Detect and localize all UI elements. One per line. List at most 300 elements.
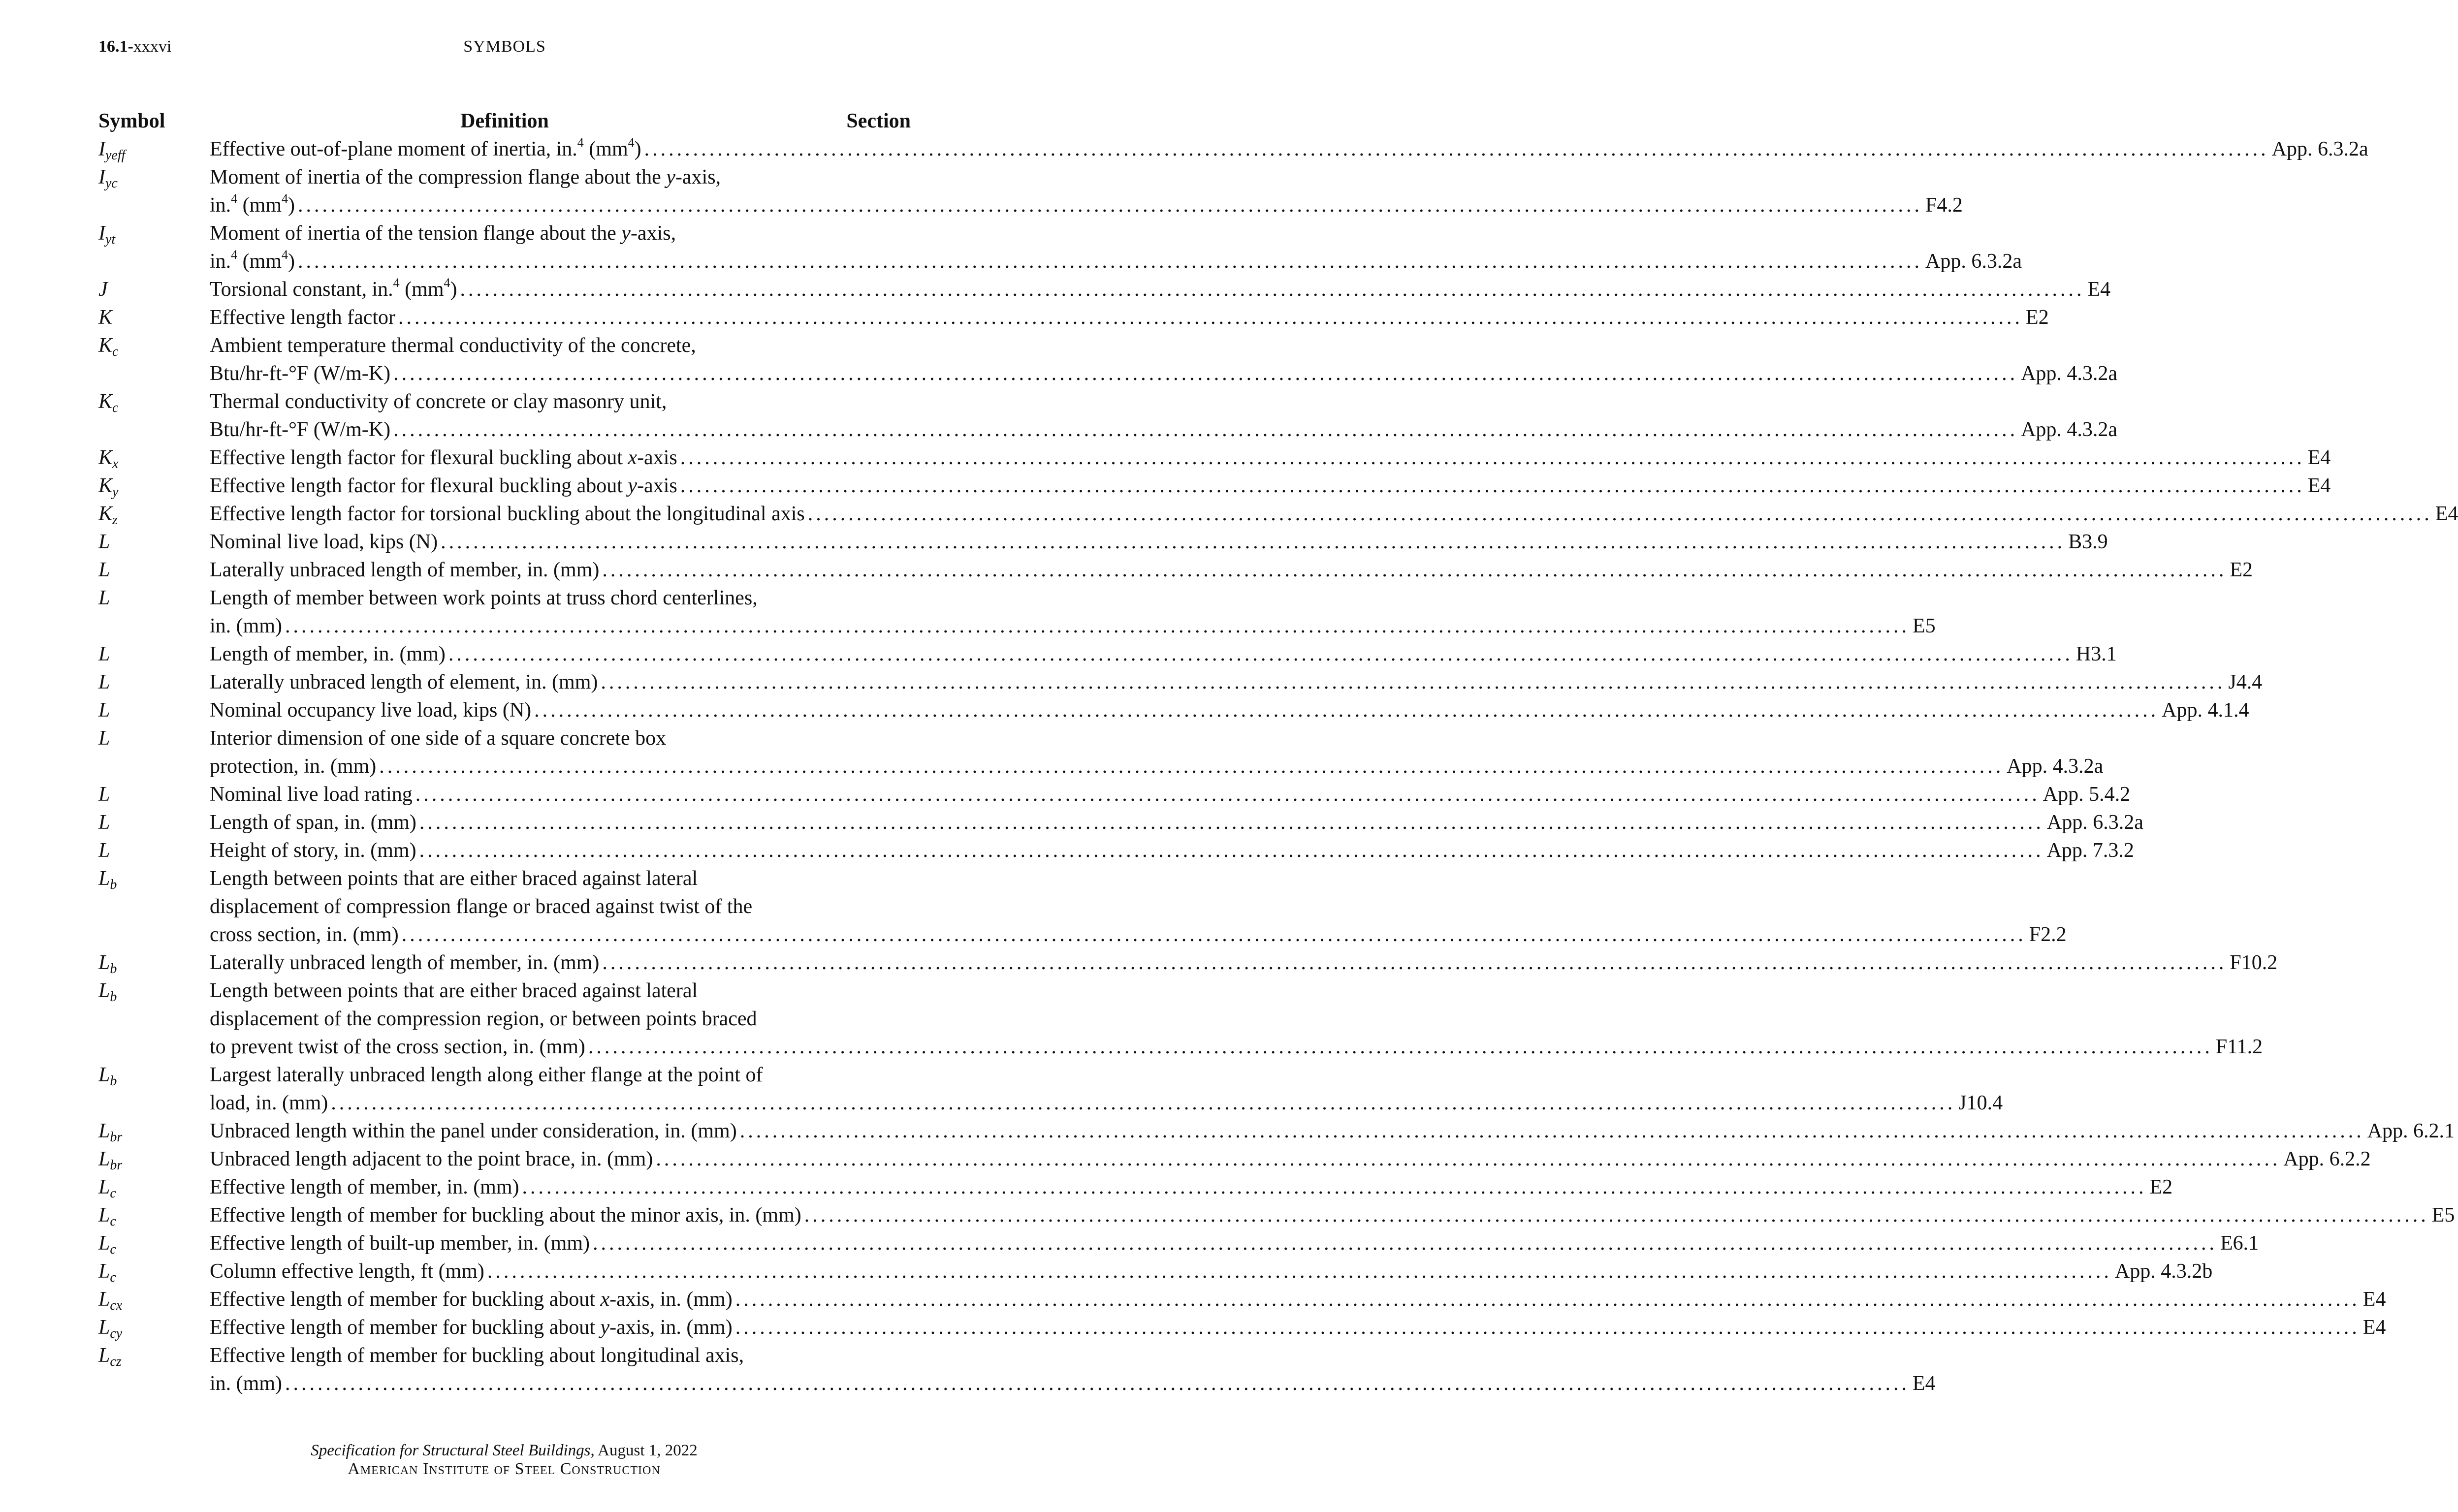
symbol-entry — [98, 332, 2118, 388]
section-reference: B3.9 — [2068, 531, 2108, 553]
dot-leader: ........................................................................................................................................................................................................ — [739, 1120, 2364, 1142]
section-reference: App. 4.3.2a — [2007, 755, 2104, 778]
symbol-base: K — [98, 503, 113, 525]
section-reference: E4 — [2362, 1316, 2386, 1339]
symbol-entry — [98, 724, 2104, 781]
definition-text: Unbraced length adjacent to the point brace, in. (mm) — [210, 1148, 653, 1170]
definition-text: Nominal occupancy live load, kips (N) — [210, 699, 532, 722]
symbol-subscript: b — [110, 989, 117, 1005]
symbol-base: L — [98, 699, 110, 722]
dot-leader: ........................................................................................................................................................................................................ — [379, 755, 2004, 778]
symbol-base: I — [98, 222, 105, 245]
section-reference: H3.1 — [2075, 643, 2117, 665]
symbol — [98, 865, 117, 893]
definition-line — [210, 837, 2134, 865]
section-reference: App. 6.3.2a — [1925, 250, 2022, 273]
symbol-base: L — [98, 587, 110, 609]
symbol-base: J — [98, 278, 108, 301]
symbol-entry — [98, 977, 2263, 1061]
dot-leader: ........................................................................................................................................................................................................ — [807, 503, 2432, 525]
definition-line — [210, 696, 2249, 724]
definition-text: cross section, in. (mm) — [210, 923, 399, 946]
definition-text: Unbraced length within the panel under consideration, in. (mm) — [210, 1120, 737, 1142]
section-reference: App. 6.3.2a — [2271, 138, 2368, 160]
definition-text: Length of member, in. (mm) — [210, 643, 446, 665]
dot-leader: ........................................................................................................................................................................................................ — [534, 699, 2159, 722]
definition-line — [210, 556, 2253, 584]
definition-text: Btu/hr-ft-°F (W/m-K) — [210, 362, 391, 385]
symbol — [98, 1201, 116, 1229]
symbol-base: K — [98, 306, 113, 329]
definition-line — [210, 332, 911, 360]
definition-line — [210, 1201, 2455, 1229]
section-reference: J10.4 — [1958, 1092, 2003, 1114]
symbol-base: I — [98, 166, 105, 189]
definition-line — [210, 724, 911, 753]
definition-line — [210, 1229, 2259, 1258]
symbol — [98, 304, 112, 332]
section-reference: E4 — [2307, 446, 2331, 469]
symbol-entry — [98, 1342, 1936, 1398]
definition-line — [210, 191, 1963, 220]
definition-line — [210, 1061, 911, 1089]
symbol-base: L — [98, 1232, 110, 1255]
definition-text: Effective length factor for flexural buckling about x-axis — [210, 446, 677, 469]
definition-line — [210, 304, 2049, 332]
symbol-entry — [98, 304, 2049, 332]
symbol-base: L — [98, 783, 110, 806]
symbol-entry — [98, 640, 2117, 668]
definition-line — [210, 1286, 2386, 1314]
definition-text: load, in. (mm) — [210, 1092, 328, 1114]
symbol-entry — [98, 220, 2022, 276]
definition — [210, 1314, 2386, 1342]
definition — [210, 135, 2368, 163]
symbol-entry — [98, 1173, 2173, 1201]
symbol — [98, 1314, 122, 1342]
definition-text: Largest laterally unbraced length along either flange at the point of — [210, 1064, 763, 1086]
definition-line — [210, 1314, 2386, 1342]
symbol-entry — [98, 1117, 2455, 1145]
symbol-entry — [98, 1061, 2003, 1117]
symbol-subscript: yc — [105, 176, 118, 191]
symbol-base: L — [98, 1316, 110, 1339]
definition-line — [210, 921, 2067, 949]
dot-leader: ........................................................................................................................................................................................................ — [285, 1372, 1910, 1395]
symbol-entry — [98, 809, 2143, 837]
definition-text: Effective length factor for torsional buckling about the longitudinal axis — [210, 503, 805, 525]
superscript: 4 — [628, 135, 635, 150]
symbol-entry — [98, 949, 2278, 977]
section-reference: App. 5.4.2 — [2043, 783, 2131, 806]
dot-leader: ........................................................................................................................................................................................................ — [487, 1260, 2112, 1283]
italic-variable: y — [666, 166, 675, 189]
symbol-base: K — [98, 334, 113, 357]
symbol-subscript: b — [110, 1073, 117, 1089]
definition — [210, 640, 2117, 668]
symbol-entry — [98, 163, 1963, 220]
symbol — [98, 388, 118, 416]
symbol — [98, 781, 110, 809]
dot-leader: ........................................................................................................................................................................................................ — [522, 1176, 2147, 1198]
symbol-entry — [98, 1258, 2213, 1286]
symbol-subscript: cy — [110, 1326, 123, 1341]
symbol-entry — [98, 584, 1936, 640]
symbol-base: L — [98, 727, 110, 750]
section-reference: App. 4.3.2b — [2114, 1260, 2213, 1283]
definition-line — [210, 949, 2278, 977]
symbol-column-header: Symbol — [98, 110, 165, 132]
definition-line — [210, 444, 2331, 472]
dot-leader: ........................................................................................................................................................................................................ — [298, 250, 1922, 273]
symbol-base: L — [98, 643, 110, 665]
symbol-entry — [98, 556, 2253, 584]
dot-leader: ........................................................................................................................................................................................................ — [393, 418, 2018, 441]
symbol-subscript: cx — [110, 1298, 123, 1313]
definition — [210, 163, 1963, 220]
definition-text: Effective length of member for buckling about y-axis, in. (mm) — [210, 1316, 733, 1339]
symbol — [98, 556, 110, 584]
symbol — [98, 668, 110, 696]
symbol-base: I — [98, 138, 105, 160]
symbol — [98, 1145, 122, 1173]
footer-publication — [0, 1441, 1008, 1460]
dot-leader: ........................................................................................................................................................................................................ — [656, 1148, 2281, 1170]
symbol — [98, 724, 110, 753]
symbol-subscript: c — [110, 1270, 116, 1285]
definition — [210, 584, 1936, 640]
dot-leader: ........................................................................................................................................................................................................ — [285, 615, 1910, 637]
dot-leader: ........................................................................................................................................................................................................ — [588, 1036, 2213, 1058]
symbol — [98, 528, 110, 556]
dot-leader: ........................................................................................................................................................................................................ — [415, 783, 2040, 806]
section-reference: F2.2 — [2029, 923, 2067, 946]
symbol — [98, 977, 117, 1005]
dot-leader: ........................................................................................................................................................................................................ — [441, 531, 2066, 553]
symbol — [98, 163, 118, 191]
footer-organization: American Institute of Steel Construction — [348, 1460, 661, 1478]
symbol-subscript: cz — [110, 1354, 122, 1369]
symbol — [98, 276, 108, 304]
symbol-subscript: br — [110, 1158, 123, 1173]
symbol-subscript: y — [112, 484, 119, 500]
definition — [210, 668, 2263, 696]
section-reference: F11.2 — [2215, 1036, 2263, 1058]
footer-date: , August 1, 2022 — [590, 1442, 698, 1459]
symbol — [98, 1258, 116, 1286]
definition-text: Moment of inertia of the compression flange about the y-axis, — [210, 166, 721, 189]
symbol — [98, 1117, 122, 1145]
section-reference: App. 4.3.2a — [2021, 418, 2118, 441]
italic-variable: x — [628, 446, 638, 469]
symbol-entry — [98, 528, 2108, 556]
definition-line — [210, 1145, 2371, 1173]
section-reference: F4.2 — [1925, 194, 1963, 217]
definition — [210, 1286, 2386, 1314]
symbol — [98, 1173, 116, 1201]
definition-line — [210, 388, 911, 416]
definition — [210, 332, 2118, 388]
symbol-base: L — [98, 1176, 110, 1198]
definition — [210, 388, 2118, 444]
definition-text: Laterally unbraced length of member, in. (mm) — [210, 559, 600, 581]
symbol — [98, 332, 118, 360]
symbol-subscript: yt — [105, 232, 116, 247]
superscript: 4 — [282, 191, 288, 206]
definition-line — [210, 1173, 2173, 1201]
italic-variable: y — [600, 1316, 610, 1339]
symbol-base: K — [98, 390, 113, 413]
definition-line — [210, 416, 2118, 444]
symbol — [98, 696, 110, 724]
page-footer — [0, 1441, 1008, 1479]
symbol-base: L — [98, 1344, 110, 1367]
symbol — [98, 584, 110, 612]
dot-leader: ........................................................................................................................................................................................................ — [460, 278, 2085, 301]
dot-leader: ........................................................................................................................................................................................................ — [419, 839, 2044, 862]
definition-text: Effective length of member for buckling about longitudinal axis, — [210, 1344, 744, 1367]
definition-text: Effective length of member, in. (mm) — [210, 1176, 519, 1198]
symbol-entry — [98, 472, 2331, 500]
symbol-entry — [98, 276, 2111, 304]
definition — [210, 977, 2263, 1061]
symbol-entry — [98, 781, 2131, 809]
definition — [210, 444, 2331, 472]
definition-line — [210, 220, 911, 248]
section-reference: App. 6.2.2 — [2283, 1148, 2371, 1170]
symbol-entry — [98, 668, 2263, 696]
section-reference: E4 — [2435, 503, 2458, 525]
section-reference: E6.1 — [2220, 1232, 2259, 1255]
symbol-entry — [98, 837, 2134, 865]
superscript: 4 — [282, 248, 288, 262]
definition-line — [210, 360, 2118, 388]
definition-line — [210, 781, 2131, 809]
definition-line — [210, 893, 911, 921]
symbol-entry — [98, 1314, 2386, 1342]
dot-leader: ........................................................................................................................................................................................................ — [419, 811, 2044, 834]
dot-leader: ........................................................................................................................................................................................................ — [401, 923, 2026, 946]
superscript: 4 — [444, 276, 450, 290]
definition-text: Btu/hr-ft-°F (W/m-K) — [210, 418, 391, 441]
dot-leader: ........................................................................................................................................................................................................ — [804, 1204, 2429, 1227]
dot-leader: ........................................................................................................................................................................................................ — [735, 1288, 2360, 1311]
symbol — [98, 1061, 117, 1089]
definition-text: Column effective length, ft (mm) — [210, 1260, 484, 1283]
section-reference: J4.4 — [2228, 671, 2263, 693]
section-column-header: Section — [846, 110, 911, 132]
dot-leader: ........................................................................................................................................................................................................ — [331, 1092, 1956, 1114]
symbol — [98, 135, 125, 163]
definition-text: Length between points that are either braced against lateral — [210, 867, 698, 890]
dot-leader: ........................................................................................................................................................................................................ — [298, 194, 1922, 217]
symbol-subscript: c — [112, 344, 119, 359]
definition — [210, 556, 2253, 584]
symbol-subscript: br — [110, 1130, 123, 1145]
definition — [210, 1173, 2173, 1201]
definition-line — [210, 276, 2111, 304]
definition-line — [210, 500, 2458, 528]
symbol-base: L — [98, 1120, 110, 1142]
definition-line — [210, 1005, 911, 1033]
symbol — [98, 1229, 116, 1258]
definition-column-header: Definition — [460, 110, 549, 132]
definition-line — [210, 163, 911, 191]
definition — [210, 500, 2458, 528]
definition-text: in.$^4$ $(mm^4)$ — [210, 248, 295, 273]
symbol-base: L — [98, 951, 110, 974]
symbol-entry — [98, 696, 2249, 724]
definition — [210, 724, 2104, 781]
definition-text: Height of story, in. (mm) — [210, 839, 416, 862]
symbol-base: L — [98, 1260, 110, 1283]
definition-text: in.$^4$ $(mm^4)$ — [210, 191, 295, 217]
italic-variable: y — [628, 474, 638, 497]
dot-leader: ........................................................................................................................................................................................................ — [680, 474, 2305, 497]
symbol — [98, 837, 110, 865]
symbol — [98, 472, 118, 500]
symbol-subscript: b — [110, 961, 117, 976]
definition — [210, 781, 2131, 809]
definition-text: Effective length of member for buckling about the minor axis, in. (mm) — [210, 1204, 801, 1227]
symbol-entry — [98, 444, 2331, 472]
symbol-subscript: b — [110, 877, 117, 892]
definition-text: Moment of inertia of the tension flange about the y-axis, — [210, 222, 676, 245]
italic-variable: y — [621, 222, 631, 245]
dot-leader: ........................................................................................................................................................................................................ — [602, 951, 2227, 974]
symbol-entry — [98, 388, 2118, 444]
symbol-base: L — [98, 839, 110, 862]
definition — [210, 865, 2067, 949]
symbol-base: L — [98, 1064, 110, 1086]
definition-line — [210, 1342, 911, 1370]
section-reference: E4 — [2087, 278, 2111, 301]
dot-leader: ........................................................................................................................................................................................................ — [593, 1232, 2217, 1255]
symbol — [98, 444, 118, 472]
dot-leader: ........................................................................................................................................................................................................ — [601, 671, 2226, 693]
definition-line — [210, 865, 911, 893]
superscript: 4 — [231, 248, 238, 262]
definition — [210, 528, 2108, 556]
symbol-entry — [98, 1201, 2455, 1229]
definition-line — [210, 528, 2108, 556]
dot-leader: ........................................................................................................................................................................................................ — [735, 1316, 2360, 1339]
definition — [210, 304, 2049, 332]
symbol-base: K — [98, 446, 113, 469]
page-number-rest: -xxxvi — [128, 37, 172, 56]
definition — [210, 1201, 2455, 1229]
definition-text: displacement of the compression region, or between points braced — [210, 1008, 757, 1030]
symbol-base: L — [98, 1148, 110, 1170]
symbol — [98, 220, 115, 248]
section-reference: E4 — [1912, 1372, 1936, 1395]
definition — [210, 1258, 2213, 1286]
dot-leader: ........................................................................................................................................................................................................ — [644, 138, 2269, 160]
definition-text: protection, in. (mm) — [210, 755, 377, 778]
symbol-subscript: c — [110, 1214, 116, 1229]
symbol-entry — [98, 865, 2067, 949]
dot-leader: ........................................................................................................................................................................................................ — [602, 559, 2227, 581]
definition-line — [210, 1258, 2213, 1286]
section-reference: E2 — [2230, 559, 2253, 581]
symbol-base: L — [98, 811, 110, 834]
symbol-base: L — [98, 979, 110, 1002]
superscript: 4 — [231, 191, 238, 206]
definition-text: displacement of compression flange or braced against twist of the — [210, 895, 753, 918]
definition — [210, 276, 2111, 304]
symbol-base: L — [98, 671, 110, 693]
symbol-entry — [98, 135, 2368, 163]
symbol-list — [98, 135, 2458, 1398]
definition-line — [210, 1033, 2263, 1061]
symbol-subscript: c — [112, 400, 119, 415]
definition-line — [210, 809, 2143, 837]
symbol-base: K — [98, 474, 113, 497]
column-headers — [98, 109, 911, 137]
definition — [210, 949, 2278, 977]
definition-text: Length of span, in. (mm) — [210, 811, 416, 834]
definition-text: Torsional constant, in.$^4$ $(mm^4)$ — [210, 276, 457, 301]
definition-line — [210, 668, 2263, 696]
definition-line — [210, 135, 2368, 163]
definition-text: Interior dimension of one side of a square concrete box — [210, 727, 667, 750]
definition-line — [210, 640, 2117, 668]
definition — [210, 220, 2022, 276]
definition-line — [210, 472, 2331, 500]
symbol — [98, 949, 117, 977]
section-reference: E5 — [2431, 1204, 2455, 1227]
symbol-entry — [98, 1145, 2371, 1173]
definition — [210, 837, 2134, 865]
dot-leader: ........................................................................................................................................................................................................ — [398, 306, 2023, 329]
definition-line — [210, 1117, 2455, 1145]
definition-text: in. (mm) — [210, 1372, 282, 1395]
definition — [210, 809, 2143, 837]
symbol-subscript: z — [112, 512, 118, 528]
symbol — [98, 500, 118, 528]
definition — [210, 472, 2331, 500]
section-reference: App. 4.3.2a — [2021, 362, 2118, 385]
definition-text: to prevent twist of the cross section, in. (mm) — [210, 1036, 585, 1058]
italic-variable: x — [600, 1288, 610, 1311]
symbol — [98, 640, 110, 668]
section-reference: E4 — [2307, 474, 2331, 497]
symbol-subscript: yeff — [105, 148, 126, 163]
symbol — [98, 1342, 122, 1370]
definition-line — [210, 584, 911, 612]
definition-text: Laterally unbraced length of element, in. (mm) — [210, 671, 598, 693]
symbol-base: L — [98, 1204, 110, 1227]
definition-text: Effective length of member for buckling about x-axis, in. (mm) — [210, 1288, 733, 1311]
symbol — [98, 1286, 122, 1314]
definition — [210, 1229, 2259, 1258]
definition-line — [210, 612, 1936, 640]
definition-line — [210, 753, 2104, 781]
superscript: 4 — [577, 135, 584, 150]
definition-line — [210, 1089, 2003, 1117]
section-reference: E2 — [2149, 1176, 2173, 1198]
definition — [210, 1061, 2003, 1117]
definition — [210, 1342, 1936, 1398]
definition — [210, 696, 2249, 724]
symbol-base: L — [98, 531, 110, 553]
symbol-subscript: c — [110, 1242, 116, 1257]
page-header — [98, 37, 911, 62]
section-reference: E4 — [2362, 1288, 2386, 1311]
symbol-subscript: c — [110, 1186, 116, 1201]
footer-title: Specification for Structural Steel Buildings — [311, 1442, 591, 1459]
section-reference: E5 — [1912, 615, 1936, 637]
